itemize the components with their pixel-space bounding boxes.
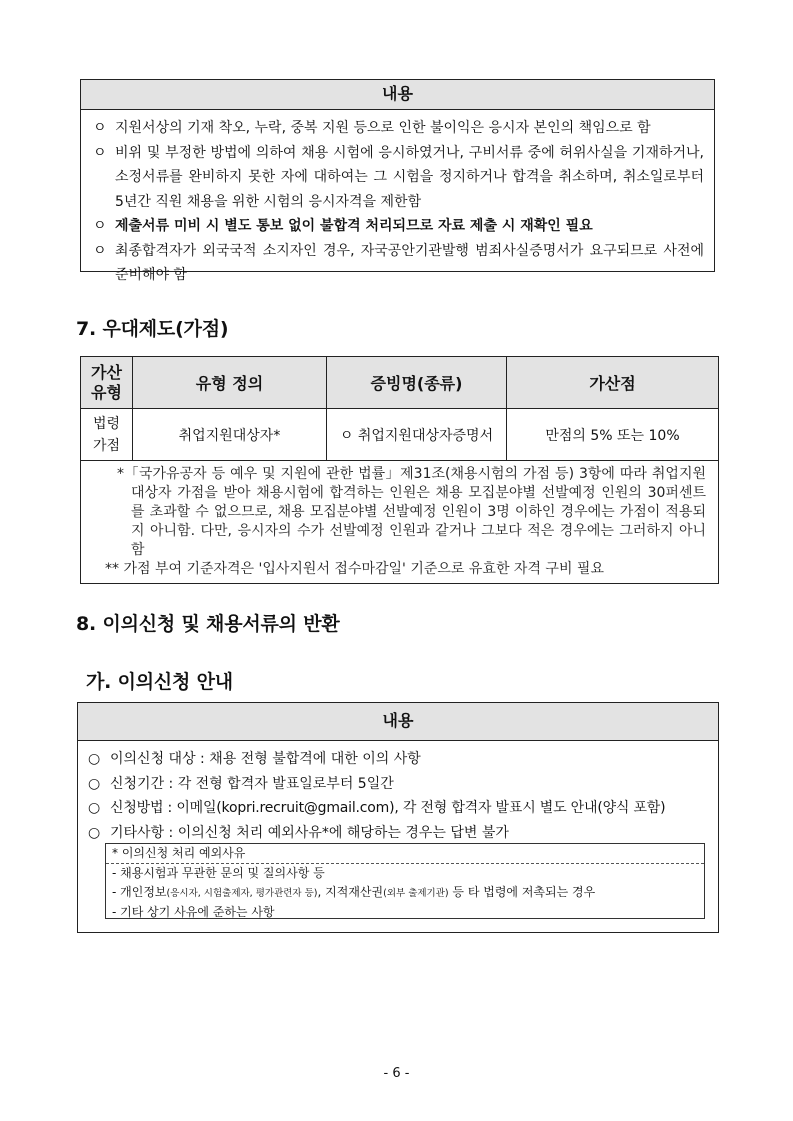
section-8-title: 8. 이의신청 및 채용서류의 반환 <box>76 613 340 635</box>
bullet: ㅇ <box>93 242 107 259</box>
note-2: ** 가점 부여 기준자격은 '입사지원서 접수마감일' 기준으로 유효한 자격 구비 필요 <box>105 561 604 577</box>
table-note <box>81 461 719 584</box>
bullet: ㅇ <box>93 218 107 234</box>
list-item <box>93 141 704 215</box>
item-text: 신청기간 : 각 전형 합격자 발표일로부터 5일간 <box>110 775 394 792</box>
header-cell: 가산 유형 <box>81 357 133 409</box>
subsection-title: 가. 이의신청 안내 <box>86 671 233 693</box>
bullet: ○ <box>88 775 101 792</box>
list-item <box>93 239 704 288</box>
exception-text: , 지적재산권 <box>317 885 384 899</box>
exception-small: (외부 출제기관) <box>383 888 449 899</box>
bullet: ○ <box>88 751 101 767</box>
bullet: ㅇ <box>93 144 107 161</box>
box2-items <box>78 741 718 851</box>
exception-note-heading: * 이의신청 처리 예외사유 <box>106 844 704 864</box>
item-text: 이의신청 대상 : 채용 전형 불합격에 대한 이의 사항 <box>110 751 421 767</box>
item-text: 최종합격자가 외국국적 소지자인 경우, 자국공안기관발행 범죄사실증명서가 요구되므로 사전에 준비해야 함 <box>115 242 704 283</box>
box-header: 내용 <box>81 80 714 110</box>
bonus-table <box>80 356 719 584</box>
exception-text: 등 타 법령에 저촉되는 경우 <box>448 885 596 899</box>
list-item <box>88 772 708 797</box>
bullet: ○ <box>88 800 101 816</box>
item-text: 지원서상의 기재 착오, 누락, 중복 지원 등으로 인한 불이익은 응시자 본인의 책임으로 함 <box>115 120 651 136</box>
exception-text: - 개인정보 <box>112 885 167 899</box>
item-text: 제출서류 미비 시 별도 통보 없이 불합격 처리되므로 자료 제출 시 재확인 필요 <box>115 218 593 234</box>
note-1: *「국가유공자 등 예우 및 지원에 관한 법률」제31조(채용시험의 가점 등) 3항에 따라 취업지원대상자 가점을 받아 채용시험에 합격하는 인원은 채용 모집분야별 선발예정 인원의 30퍼센트를 초과할 수 없으므로, 채용 모집분야별 선발예정 인원이 3명 이하인 경우에는 가점이 적용되지 아니함. 다만, 응시자의 수가 선발예정 인원과 같거나 그보다 적은 경우에는 그러하지 아니함 <box>117 466 706 558</box>
item-text: 신청방법 : 이메일(kopri.recruit@gmail.com), 각 전형 합격자 발표시 별도 안내(양식 포함) <box>110 800 666 816</box>
exception-note <box>105 843 705 919</box>
header-cell: 증빙명(종류) <box>327 357 507 409</box>
definition-cell: 취업지원대상자* <box>133 409 327 461</box>
list-item <box>93 116 704 141</box>
item-text: 기타사항 : 이의신청 처리 예외사유*에 해당하는 경우는 답변 불가 <box>110 824 509 841</box>
list-item <box>93 214 704 239</box>
box-header: 내용 <box>78 703 718 741</box>
box1-items <box>81 110 714 294</box>
exception-line: - 기타 상기 사유에 준하는 사항 <box>112 905 275 919</box>
list-item <box>88 747 708 772</box>
bullet: ㅇ <box>93 120 107 136</box>
list-item <box>88 796 708 821</box>
content-box-1 <box>80 79 715 283</box>
exception-line <box>106 883 704 903</box>
exception-small: (응시자, 시험출제자, 평가관련자 등) <box>166 888 318 899</box>
type-cell: 법령 가점 <box>81 409 133 461</box>
list-item <box>88 821 708 846</box>
exception-line: - 채용시험과 무관한 문의 및 질의사항 등 <box>112 866 325 880</box>
header-cell: 유형 정의 <box>133 357 327 409</box>
proof-cell: ㅇ 취업지원대상자증명서 <box>327 409 507 461</box>
points-cell: 만점의 5% 또는 10% <box>507 409 719 461</box>
section-7-title: 7. 우대제도(가점) <box>76 318 229 340</box>
item-text: 비위 및 부정한 방법에 의하여 채용 시험에 응시하였거나, 구비서류 중에 허위사실을 기재하거나, 소정서류를 완비하지 못한 자에 대하여는 그 시험을 정지하거나 합격을 취소하며, 취소일로부터 5년간 직원 채용을 위한 시험의 응시자격을 제한함 <box>115 144 704 210</box>
header-cell: 가산점 <box>507 357 719 409</box>
page-number: - 6 - <box>383 1066 410 1081</box>
bullet: ○ <box>88 824 101 841</box>
